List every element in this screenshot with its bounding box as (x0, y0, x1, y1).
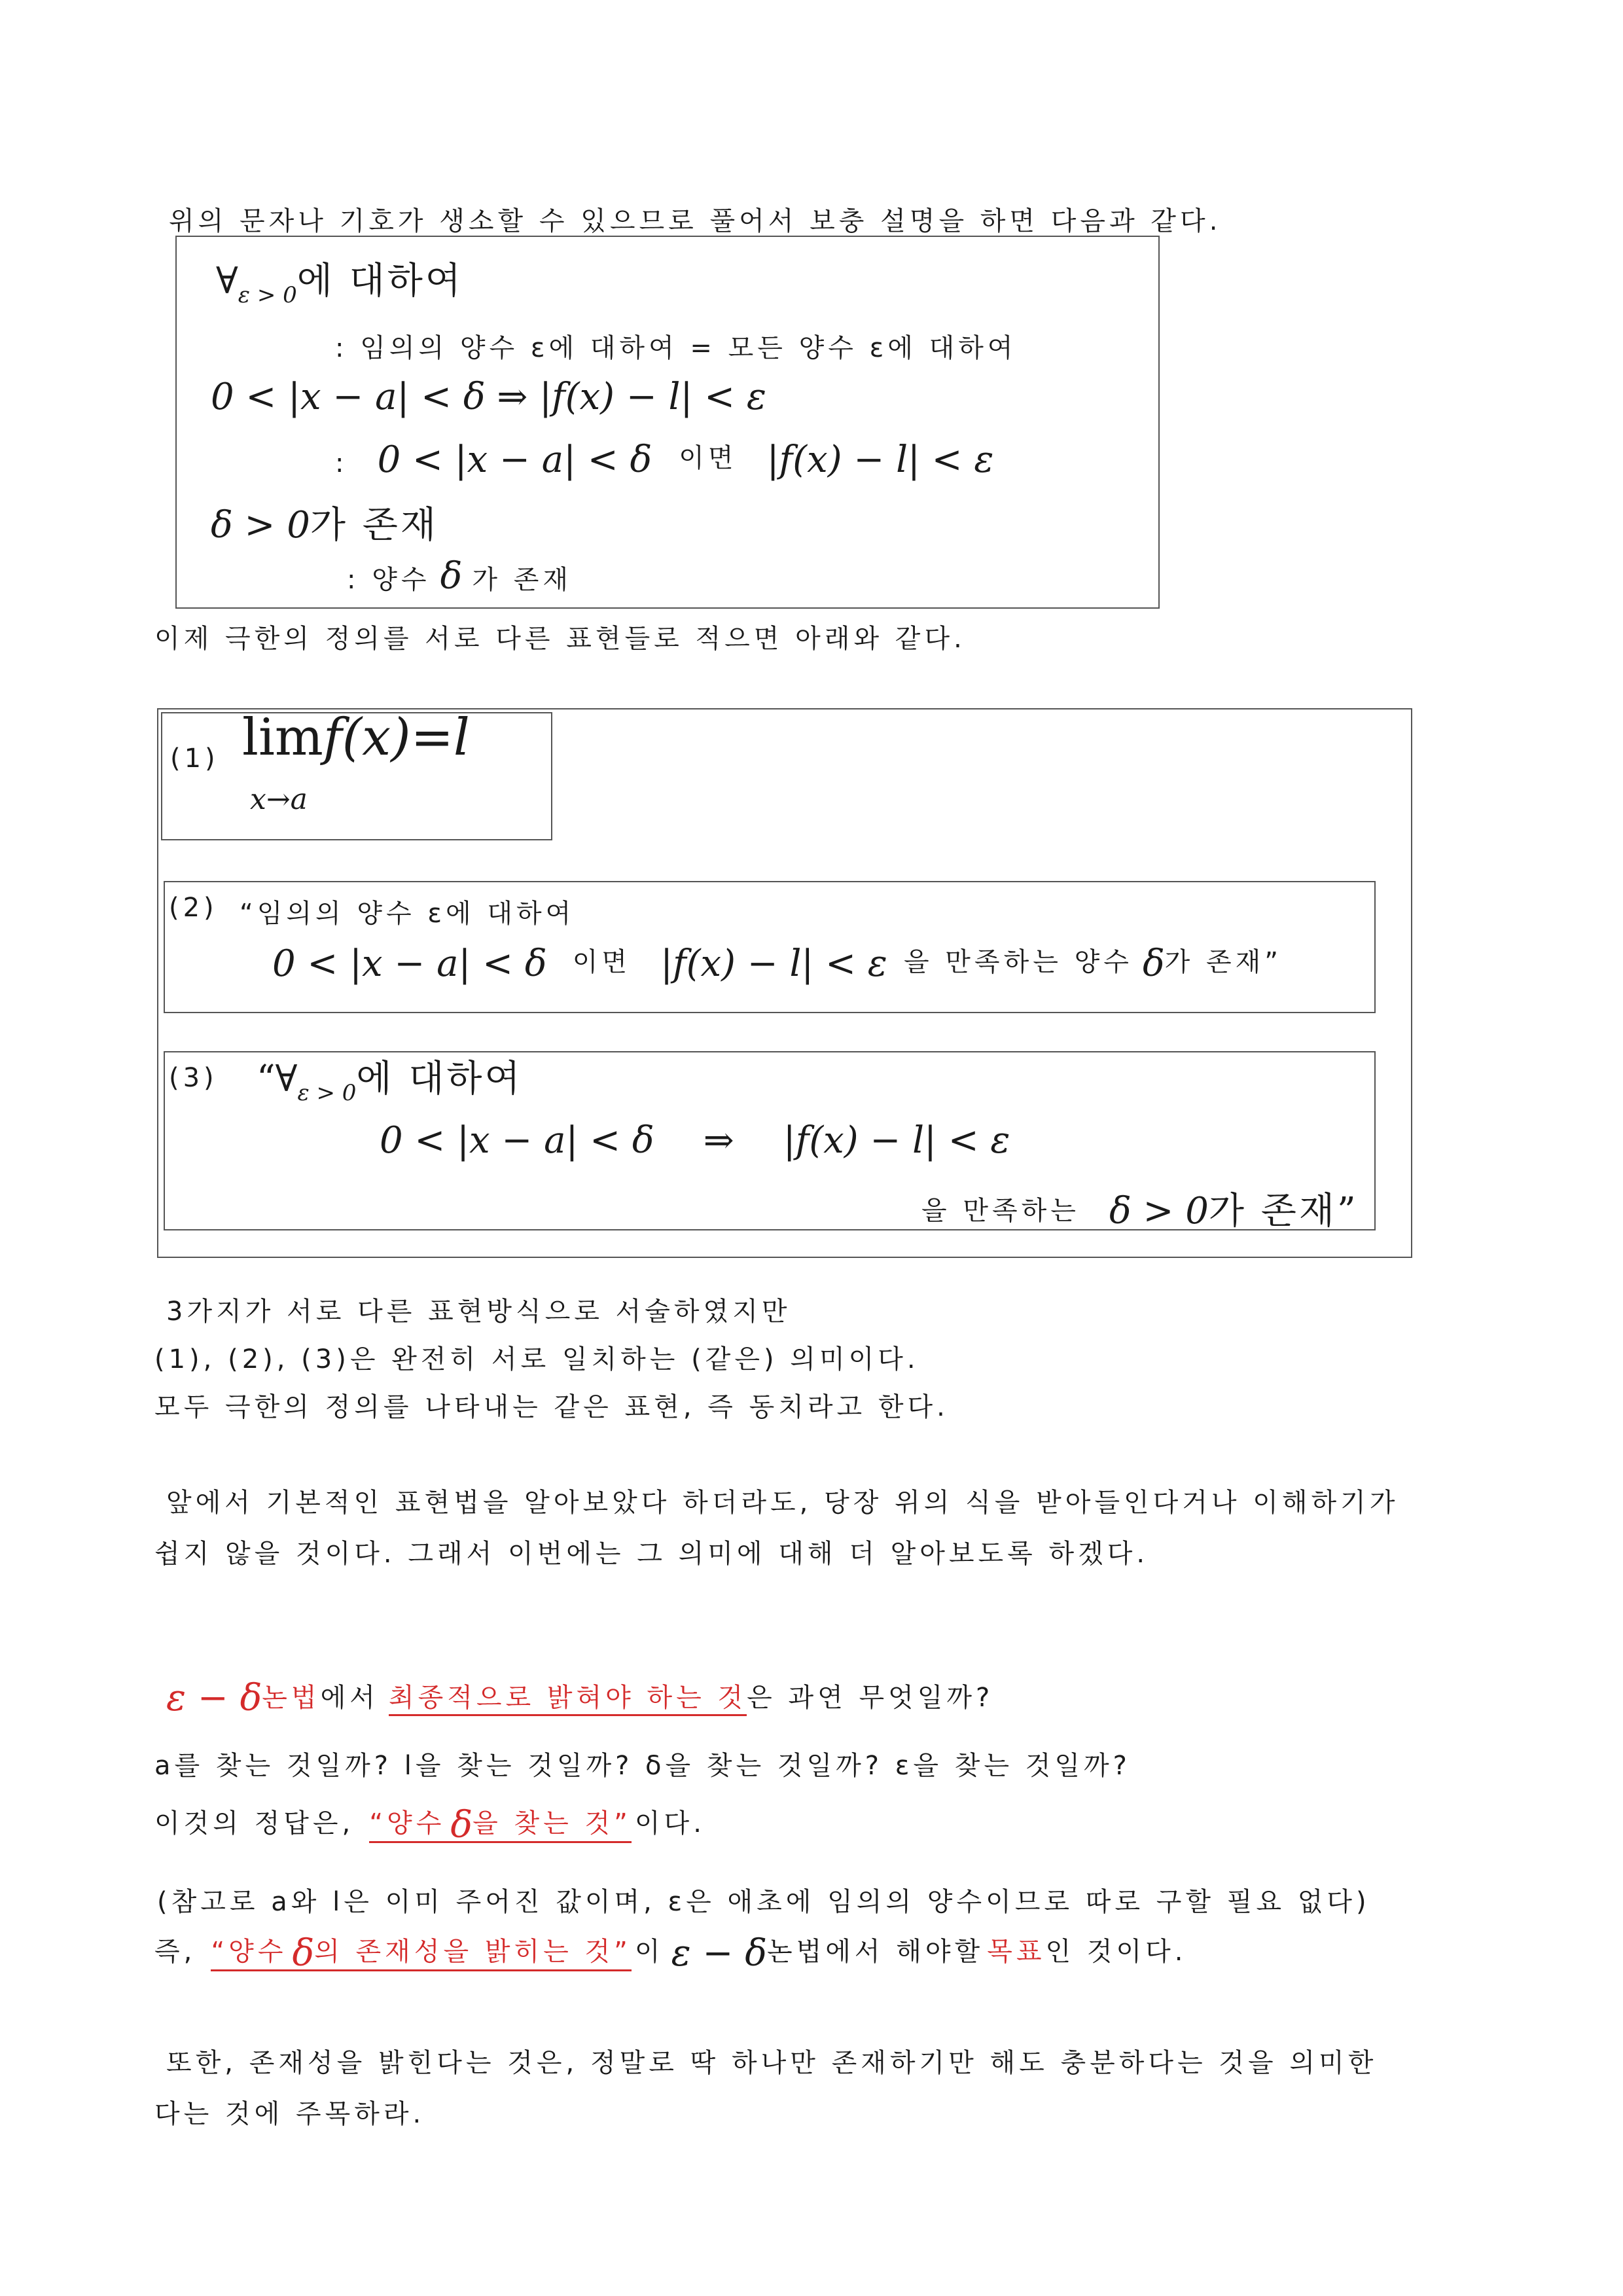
limit-formula (242, 708, 470, 767)
note-line: (참고로 a와 l은 이미 주어진 값이며, ε은 애초에 임의의 양수이므로 따로 구할 필요 없다) (157, 1887, 1370, 1917)
transition-text: 이제 극한의 정의를 서로 다른 표현들로 적으면 아래와 같다. (154, 624, 966, 654)
definition-2-label: (2) (169, 893, 218, 923)
para1-line2: (1), (2), (3)은 완전히 서로 일치하는 (같은) 의미이다. (154, 1344, 919, 1374)
para3-line1: 또한, 존재성을 밝힌다는 것은, 정말로 딱 하나만 존재하기만 해도 충분하다는 것을 의미한 (166, 2048, 1378, 2078)
definition-2-line1: “임의의 양수 ε에 대하여 (240, 899, 575, 929)
limit-subscript: x→a (250, 783, 308, 816)
implication-formula: 0 < |x − a| < δ ⇒ |f(x) − l| < ε (211, 376, 766, 418)
definition-3-exists: 을 만족하는 δ > 0가 존재” (921, 1190, 1359, 1232)
answer-line: 이것의 정답은, “양수 δ을 찾는 것” 이다. (154, 1804, 705, 1846)
eps-delta-term: ε − δ (166, 1677, 262, 1719)
final-goal-highlight: 최종적으로 밝혀야 하는 것 (389, 1683, 747, 1716)
exists-text: 가 존재 (310, 504, 438, 547)
para1-line3: 모두 극한의 정의를 나타내는 같은 표현, 즉 동치라고 한다. (154, 1392, 949, 1422)
forall-text: 에 대하여 (296, 260, 463, 302)
question-line: ε − δ논법에서 최종적으로 밝혀야 하는 것은 과연 무엇일까? (166, 1677, 994, 1719)
definition-1-label: (1) (170, 744, 219, 774)
para3-line2: 다는 것에 주목하라. (154, 2099, 425, 2129)
para2-line1: 앞에서 기본적인 표현법을 알아보았다 하더라도, 당장 위의 식을 받아들인다거나 이해하기가 (166, 1488, 1399, 1518)
summary-highlight: “양수 δ의 존재성을 밝히는 것” (211, 1932, 632, 1975)
definition-3-label: (3) (169, 1063, 218, 1093)
forall-explanation: : 임의의 양수 ε에 대하여 = 모든 양수 ε에 대하여 (335, 333, 1017, 363)
forall-line (216, 252, 463, 308)
implication-explanation: : 0 < |x − a| < δ 이면 |f(x) − l| < ε (335, 439, 994, 481)
para2-line2: 쉽지 않을 것이다. 그래서 이번에는 그 의미에 대해 더 알아보도록 하겠다. (154, 1539, 1149, 1569)
forall-symbol: ∀ (216, 260, 238, 302)
exists-explanation: : 양수 δ 가 존재 (347, 555, 573, 598)
lim-function: f(x)=l (323, 708, 470, 767)
answer-highlight: “양수 δ을 찾는 것” (369, 1804, 632, 1846)
summary-line: 즉, “양수 δ의 존재성을 밝히는 것” 이 ε − δ논법에서 해야할 목표인 것이다. (154, 1932, 1187, 1975)
exists-line (211, 496, 438, 548)
definition-3-forall: “∀ε > 0에 대하여 (257, 1058, 523, 1106)
impl-mid: 이면 (679, 443, 738, 473)
lim-word: lim (242, 708, 323, 767)
question-line2: a를 찾는 것일까? l을 찾는 것일까? δ을 찾는 것일까? ε을 찾는 것일까? (154, 1751, 1131, 1781)
impl-left: 0 < |x − a| < δ (377, 439, 652, 481)
para1-line1: 3가지가 서로 다른 표현방식으로 서술하였지만 (166, 1297, 791, 1327)
definition-3-implication: 0 < |x − a| < δ ⇒ |f(x) − l| < ε (380, 1119, 1010, 1162)
goal-word: 목표 (987, 1937, 1046, 1967)
forall-subscript: ε > 0 (238, 282, 297, 308)
definition-2-line2: 0 < |x − a| < δ 이면 |f(x) − l| < ε 을 만족하는 양수 δ가 존재” (272, 942, 1283, 985)
impl-right: |f(x) − l| < ε (766, 439, 994, 481)
intro-text: 위의 문자나 기호가 생소할 수 있으므로 풀어서 보충 설명을 하면 다음과 같다. (169, 206, 1222, 236)
exists-formula: δ > 0 (211, 504, 310, 547)
